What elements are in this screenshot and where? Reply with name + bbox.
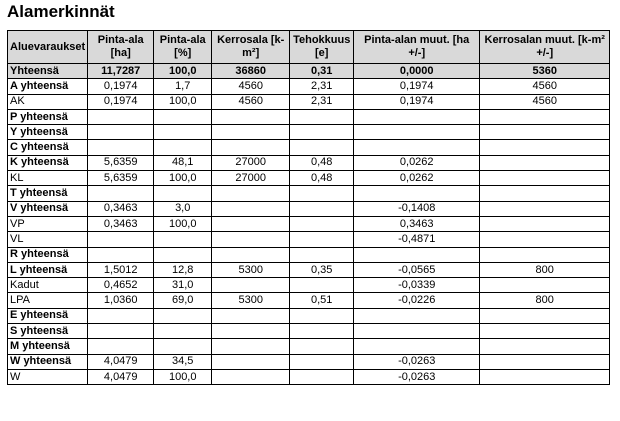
row-label: C yhteensä: [8, 140, 88, 155]
table-cell: [290, 109, 354, 124]
table-cell: -0,1408: [354, 201, 480, 216]
table-cell: [480, 140, 610, 155]
table-cell: 4560: [212, 94, 290, 109]
table-cell: 5300: [212, 262, 290, 277]
row-label: W yhteensä: [8, 354, 88, 369]
table-cell: [88, 324, 154, 339]
table-cell: [154, 109, 212, 124]
table-cell: 0,3463: [354, 216, 480, 231]
table-cell: [290, 201, 354, 216]
column-header-pinta-ala-ha: Pinta-ala [ha]: [88, 31, 154, 64]
table-cell: 0,3463: [88, 201, 154, 216]
table-cell: [354, 140, 480, 155]
table-cell: 5,6359: [88, 155, 154, 170]
table-cell: [212, 140, 290, 155]
table-cell: -0,0226: [354, 293, 480, 308]
table-row: [8, 155, 610, 170]
table-cell: [480, 201, 610, 216]
table-row: [8, 324, 610, 339]
table-cell: 4560: [480, 79, 610, 94]
table-cell: 5300: [212, 293, 290, 308]
table-cell: 27000: [212, 155, 290, 170]
table-cell: 0,1974: [354, 79, 480, 94]
table-cell: [480, 339, 610, 354]
table-cell: 4560: [212, 79, 290, 94]
table-cell: 0,51: [290, 293, 354, 308]
table-cell: [212, 125, 290, 140]
row-label: W: [8, 369, 88, 384]
table-cell: 5,6359: [88, 171, 154, 186]
row-label: AK: [8, 94, 88, 109]
table-cell: [480, 278, 610, 293]
table-cell: [154, 140, 212, 155]
table-cell: [212, 369, 290, 384]
table-cell: [88, 140, 154, 155]
table-cell: [290, 369, 354, 384]
table-cell: 0,0262: [354, 155, 480, 170]
table-cell: [480, 247, 610, 262]
table-row: [8, 64, 610, 79]
table-cell: 100,0: [154, 64, 212, 79]
table-cell: [354, 247, 480, 262]
table-cell: 0,1974: [354, 94, 480, 109]
table-cell: [290, 186, 354, 201]
table-cell: [480, 155, 610, 170]
table-row: [8, 247, 610, 262]
table-cell: 1,7: [154, 79, 212, 94]
table-cell: [154, 308, 212, 323]
table-cell: [480, 109, 610, 124]
table-cell: 1,0360: [88, 293, 154, 308]
table-cell: [290, 308, 354, 323]
table-cell: [290, 140, 354, 155]
column-header-aluevaraukset: Aluevaraukset: [8, 31, 88, 64]
table-cell: [290, 278, 354, 293]
row-label: V yhteensä: [8, 201, 88, 216]
table-cell: [354, 339, 480, 354]
row-label: VP: [8, 216, 88, 231]
table-cell: 31,0: [154, 278, 212, 293]
table-cell: 0,48: [290, 171, 354, 186]
table-cell: -0,0263: [354, 354, 480, 369]
row-label: A yhteensä: [8, 79, 88, 94]
table-cell: 100,0: [154, 94, 212, 109]
table-row: [8, 278, 610, 293]
table-row: [8, 186, 610, 201]
table-cell: 100,0: [154, 171, 212, 186]
table-cell: [88, 125, 154, 140]
table-cell: [88, 339, 154, 354]
column-header-kerrosalan-muutos: Kerrosalan muut. [k-m² +/-]: [480, 31, 610, 64]
table-cell: 12,8: [154, 262, 212, 277]
table-cell: [480, 216, 610, 231]
table-row: [8, 339, 610, 354]
table-cell: 100,0: [154, 369, 212, 384]
table-cell: [290, 125, 354, 140]
row-label: S yhteensä: [8, 324, 88, 339]
table-cell: [212, 232, 290, 247]
table-cell: [212, 354, 290, 369]
table-cell: 0,1974: [88, 94, 154, 109]
table-cell: [212, 247, 290, 262]
table-cell: 0,0000: [354, 64, 480, 79]
table-cell: [212, 308, 290, 323]
table-cell: [290, 216, 354, 231]
table-cell: 0,1974: [88, 79, 154, 94]
table-cell: [154, 339, 212, 354]
table-row: [8, 94, 610, 109]
table-cell: [88, 247, 154, 262]
table-row: [8, 369, 610, 384]
table-cell: -0,0565: [354, 262, 480, 277]
table-row: [8, 201, 610, 216]
column-header-kerrosala: Kerrosala [k-m²]: [212, 31, 290, 64]
table-cell: [354, 125, 480, 140]
table-cell: [154, 186, 212, 201]
table-cell: [212, 339, 290, 354]
table-cell: [354, 324, 480, 339]
table-cell: [88, 186, 154, 201]
table-cell: 0,48: [290, 155, 354, 170]
table-cell: 800: [480, 293, 610, 308]
table-cell: [88, 232, 154, 247]
row-label: Yhteensä: [8, 64, 88, 79]
table-cell: [290, 339, 354, 354]
table-cell: 48,1: [154, 155, 212, 170]
row-label: E yhteensä: [8, 308, 88, 323]
table-cell: -0,0263: [354, 369, 480, 384]
table-row: [8, 216, 610, 231]
table-cell: [480, 186, 610, 201]
row-label: Kadut: [8, 278, 88, 293]
table-cell: [480, 308, 610, 323]
table-cell: 100,0: [154, 216, 212, 231]
table-cell: [212, 201, 290, 216]
table-cell: 36860: [212, 64, 290, 79]
table-cell: 69,0: [154, 293, 212, 308]
column-header-pinta-alan-muutos: Pinta-alan muut. [ha +/-]: [354, 31, 480, 64]
table-cell: 4,0479: [88, 369, 154, 384]
table-cell: [88, 308, 154, 323]
land-use-table: [7, 30, 610, 385]
table-cell: [480, 324, 610, 339]
table-cell: [290, 324, 354, 339]
table-cell: [480, 125, 610, 140]
table-cell: [480, 354, 610, 369]
table-cell: 27000: [212, 171, 290, 186]
table-cell: [154, 125, 212, 140]
table-row: [8, 171, 610, 186]
column-header-tehokkuus: Tehokkuus [e]: [290, 31, 354, 64]
table-cell: [212, 109, 290, 124]
table-row: [8, 109, 610, 124]
header-row: [8, 31, 610, 64]
table-row: [8, 262, 610, 277]
table-cell: [480, 369, 610, 384]
table-cell: -0,4871: [354, 232, 480, 247]
table-cell: [88, 109, 154, 124]
table-row: [8, 79, 610, 94]
row-label: Y yhteensä: [8, 125, 88, 140]
table-row: [8, 293, 610, 308]
table-cell: [290, 232, 354, 247]
table-cell: 5360: [480, 64, 610, 79]
table-row: [8, 232, 610, 247]
table-cell: [212, 216, 290, 231]
table-cell: [290, 247, 354, 262]
table-row: [8, 140, 610, 155]
row-label: VL: [8, 232, 88, 247]
row-label: K yhteensä: [8, 155, 88, 170]
table-cell: 2,31: [290, 94, 354, 109]
table-cell: 1,5012: [88, 262, 154, 277]
table-cell: [154, 247, 212, 262]
table-cell: 4,0479: [88, 354, 154, 369]
page-title: Alamerkinnät: [7, 2, 115, 21]
table-cell: [290, 354, 354, 369]
table-body: [8, 64, 610, 385]
table-cell: [354, 308, 480, 323]
table-cell: 0,4652: [88, 278, 154, 293]
row-label: LPA: [8, 293, 88, 308]
column-header-pinta-ala-percent: Pinta-ala [%]: [154, 31, 212, 64]
table-row: [8, 354, 610, 369]
table-cell: 34,5: [154, 354, 212, 369]
row-label: L yhteensä: [8, 262, 88, 277]
table-cell: 800: [480, 262, 610, 277]
row-label: R yhteensä: [8, 247, 88, 262]
table-cell: -0,0339: [354, 278, 480, 293]
row-label: T yhteensä: [8, 186, 88, 201]
table-cell: 0,3463: [88, 216, 154, 231]
table-cell: [154, 324, 212, 339]
table-cell: [212, 278, 290, 293]
table-cell: 11,7287: [88, 64, 154, 79]
row-label: KL: [8, 171, 88, 186]
table-cell: 0,35: [290, 262, 354, 277]
table-cell: 4560: [480, 94, 610, 109]
table-cell: [354, 109, 480, 124]
table-cell: [154, 232, 212, 247]
table-cell: [212, 324, 290, 339]
table-cell: 0,31: [290, 64, 354, 79]
table-row: [8, 308, 610, 323]
table-cell: [480, 232, 610, 247]
table-cell: [212, 186, 290, 201]
row-label: P yhteensä: [8, 109, 88, 124]
table-cell: 3,0: [154, 201, 212, 216]
table-cell: [354, 186, 480, 201]
table-cell: [480, 171, 610, 186]
row-label: M yhteensä: [8, 339, 88, 354]
table-row: [8, 125, 610, 140]
table-cell: 0,0262: [354, 171, 480, 186]
table-cell: 2,31: [290, 79, 354, 94]
